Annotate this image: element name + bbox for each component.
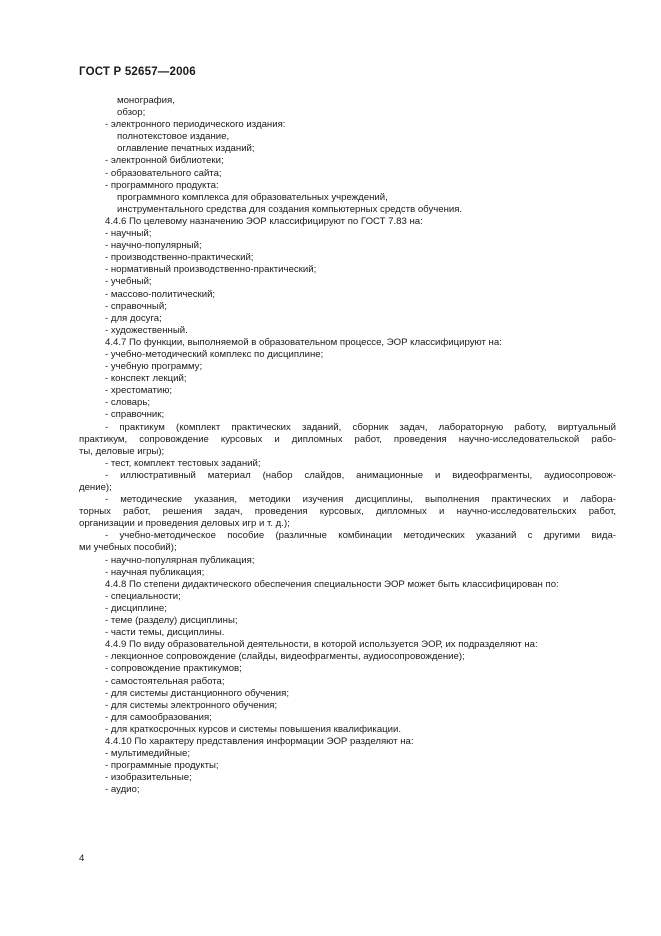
text-line: ми учебных пособий); [79, 542, 177, 554]
text-line: - электронного периодического издания: [105, 119, 286, 131]
text-line: - сопровождение практикумов; [105, 663, 242, 675]
text-line: 4.4.8 По степени дидактического обеспечения специальности ЭОР может быть классифицирован по: [105, 578, 559, 590]
text-line: - для самообразования; [105, 711, 212, 723]
text-line: - методические указания, методики изучения дисциплины, выполнения практических и лабора- [105, 494, 616, 506]
text-line: - художественный. [105, 324, 188, 336]
text-line: полнотекстовое издание, [117, 131, 230, 143]
text-line: 4.4.10 По характеру представления информации ЭОР разделяют на: [105, 735, 414, 747]
text-line: - программные продукты; [105, 760, 219, 772]
text-line: оглавление печатных изданий; [117, 143, 255, 155]
text-line: - программного продукта: [105, 179, 219, 191]
text-line: программного комплекса для образовательных учреждений, [117, 191, 388, 203]
text-line: организации и проведения деловых игр и т. д.); [79, 518, 290, 530]
text-line: - производственно-практический; [105, 252, 254, 264]
text-line: - массово-политический; [105, 288, 216, 300]
text-line: - нормативный производственно-практический; [105, 264, 317, 276]
text-line: практикум, сопровождение курсовых и дипломных работ, проведения научно-исследовательской рабо- [79, 433, 616, 445]
text-line: - для досуга; [105, 312, 162, 324]
text-line: - для системы электронного обучения; [105, 699, 278, 711]
document-body [79, 95, 616, 796]
text-line: - хрестоматию; [105, 385, 173, 397]
text-line: - учебный; [105, 276, 152, 288]
text-line: - образовательного сайта; [105, 167, 222, 179]
text-line: - самостоятельная работа; [105, 675, 225, 687]
text-line: 4.4.9 По виду образовательной деятельности, в которой используется ЭОР, их подразделяют на: [105, 639, 538, 651]
text-line: - электронной библиотеки; [105, 155, 224, 167]
text-line: обзор; [117, 107, 146, 119]
text-line: дение); [79, 482, 112, 493]
text-line: - изобразительные; [105, 772, 192, 784]
text-line: - научная публикация; [105, 566, 205, 578]
text-line: инструментального средства для создания компьютерных средств обучения. [117, 203, 463, 215]
text-line: 4.4.6 По целевому назначению ЭОР классифицируют по ГОСТ 7.83 на: [105, 215, 423, 227]
text-line: - аудио; [105, 784, 140, 796]
text-line: - специальности; [105, 590, 181, 602]
text-line: торных работ, решения задач, проведения курсовых, дипломных и научно-исследовательских работ, [79, 506, 616, 518]
text-line: - учебную программу; [105, 361, 203, 373]
text-line: - словарь; [105, 397, 151, 409]
text-line: - научно-популярный; [105, 240, 202, 252]
text-line: - иллюстративный материал (набор слайдов, анимационные и видеофрагменты, аудиосопровож- [105, 469, 616, 481]
text-line: - учебно-методический комплекс по дисциплине; [105, 348, 324, 360]
text-line: - мультимедийные; [105, 748, 190, 760]
text-line: - тест, комплект тестовых заданий; [105, 457, 261, 469]
text-line: - для краткосрочных курсов и системы повышения квалификации. [105, 723, 402, 735]
text-line: - научный; [105, 228, 152, 240]
text-line: - учебно-методическое пособие (различные комбинации методических указаний с другими вида- [105, 530, 616, 542]
text-line: - части темы, дисциплины. [105, 627, 225, 639]
text-line: монография, [117, 95, 175, 106]
text-line: 4.4.7 По функции, выполняемой в образовательном процессе, ЭОР классифицируют на: [105, 336, 502, 348]
text-line: - практикум (комплект практических заданий, сборник задач, лабораторную работу, виртуальный [105, 421, 616, 433]
text-line: - справочный; [105, 300, 167, 312]
text-line: - теме (разделу) дисциплины; [105, 615, 238, 627]
text-line: - конспект лекций; [105, 373, 187, 385]
text-line: - научно-популярная публикация; [105, 554, 255, 566]
text-line: - дисциплине; [105, 602, 167, 614]
text-line: - справочник; [105, 409, 165, 421]
text-line: ты, деловые игры); [79, 445, 165, 457]
text-line: - лекционное сопровождение (слайды, видеофрагменты, аудиосопровождение); [105, 651, 465, 663]
page-number: 4 [79, 853, 85, 864]
text-line: - для системы дистанционного обучения; [105, 687, 290, 699]
page-header: ГОСТ Р 52657—2006 [79, 66, 196, 78]
